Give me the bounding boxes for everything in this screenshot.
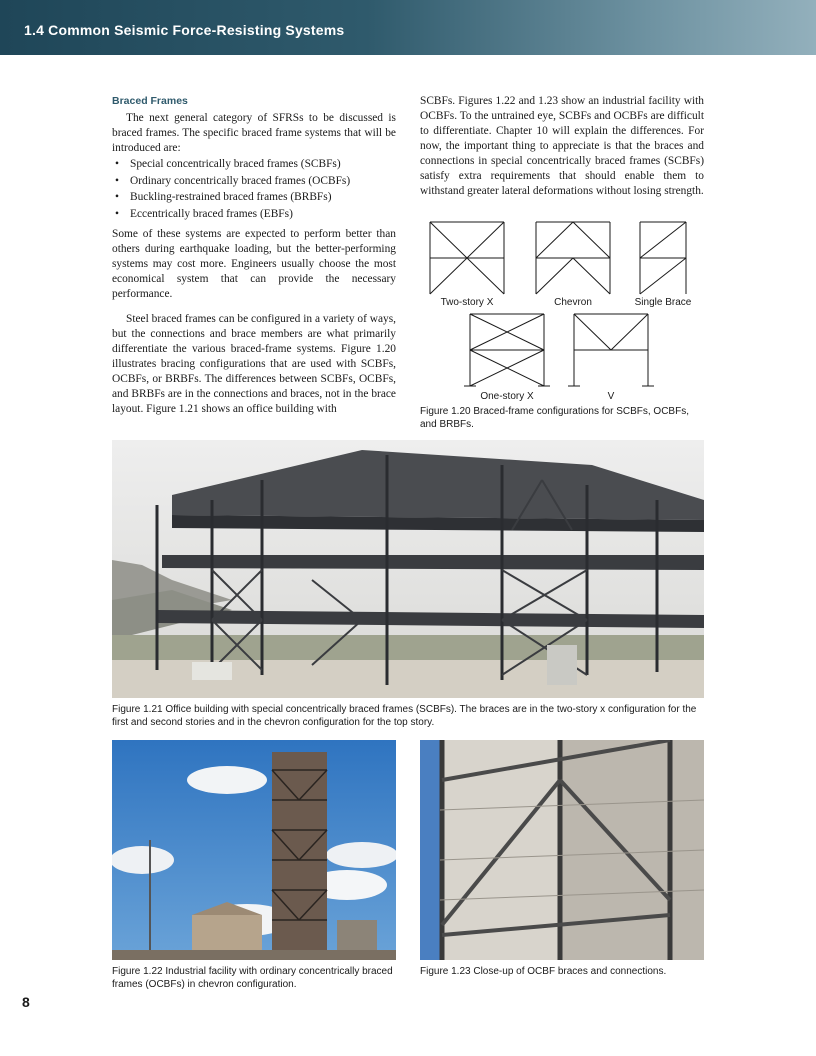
figure-1-21-caption: Figure 1.21 Office building with special concentrically braced frames (SCBFs). The braces are in the two-story x configuration for the first and second stories and in the chevron configuration for the top story. [112, 704, 697, 728]
list-item: • Eccentrically braced frames (EBFs) [112, 207, 396, 222]
label-single-brace: Single Brace [634, 297, 692, 308]
list-item: • Buckling-restrained braced frames (BRBFs) [112, 190, 396, 205]
label-two-story-x: Two-story X [440, 297, 494, 308]
page-section-title: 1.4 Common Seismic Force-Resisting Systems [24, 22, 345, 38]
braced-frame-list [112, 157, 396, 222]
header-bar [0, 0, 816, 55]
figure-1-22-photo [112, 740, 396, 960]
configuration-paragraph: Steel braced frames can be configured in a variety of ways, but the connections and brace members are what primarily differentiate the various braced-frame systems. Figure 1.20 illustrates bracing configurations that are used with SCBFs, OCBFs, or BRBFs. The differences between SCBFs, OCBFs, and BRBFs are in the connections and braces, not in the brace layout. Figure 1.21 shows an office building with [112, 312, 396, 415]
single-brace-frame [640, 222, 686, 294]
figure-1-23-caption: Figure 1.23 Close-up of OCBF braces and connections. [420, 966, 667, 977]
list-item: • Ordinary concentrically braced frames (OCBFs) [112, 174, 396, 189]
continuation-paragraph: SCBFs. Figures 1.22 and 1.23 show an industrial facility with OCBFs. To the untrained eye, SCBFs and OCBFs are difficult to differentiate. Chapter 10 will explain the differences. For now, the important thing to appreciate is that the braces and connections in special concentrically braced frames (SCBFs) satisfy extra requirements that should enable them to withstand greater lateral deformations without losing strength. [420, 95, 704, 197]
figure-1-21-photo [112, 440, 704, 698]
figure-1-23-photo [420, 740, 704, 960]
chevron-frame [536, 222, 610, 294]
two-story-x-frame [430, 222, 504, 294]
v-frame [568, 314, 654, 386]
figure-1-20-caption: Figure 1.20 Braced-frame configurations for SCBFs, OCBFs, and BRBFs. [420, 406, 689, 430]
label-v: V [607, 391, 615, 402]
figure-1-20-diagram [420, 214, 710, 404]
right-text-column [420, 94, 704, 199]
list-item: • Special concentrically braced frames (SCBFs) [112, 157, 396, 172]
performance-paragraph: Some of these systems are expected to perform better than others during earthquake loading, but the better-performing systems may cost more. Engineers usually choose the most economical system that can provide the necessary performance. [112, 227, 396, 300]
label-one-story-x: One-story X [480, 391, 534, 402]
left-text-column [112, 94, 396, 417]
page-number: 8 [22, 994, 30, 1010]
intro-paragraph: The next general category of SFRSs to be discussed is braced frames. The specific braced frame systems that will be introduced are: [112, 112, 396, 154]
section-heading: Braced Frames [112, 95, 188, 107]
label-chevron: Chevron [554, 297, 592, 308]
one-story-x-frame [464, 314, 550, 386]
figure-1-22-caption: Figure 1.22 Industrial facility with ordinary concentrically braced frames (OCBFs) in chevron configuration. [112, 966, 393, 990]
